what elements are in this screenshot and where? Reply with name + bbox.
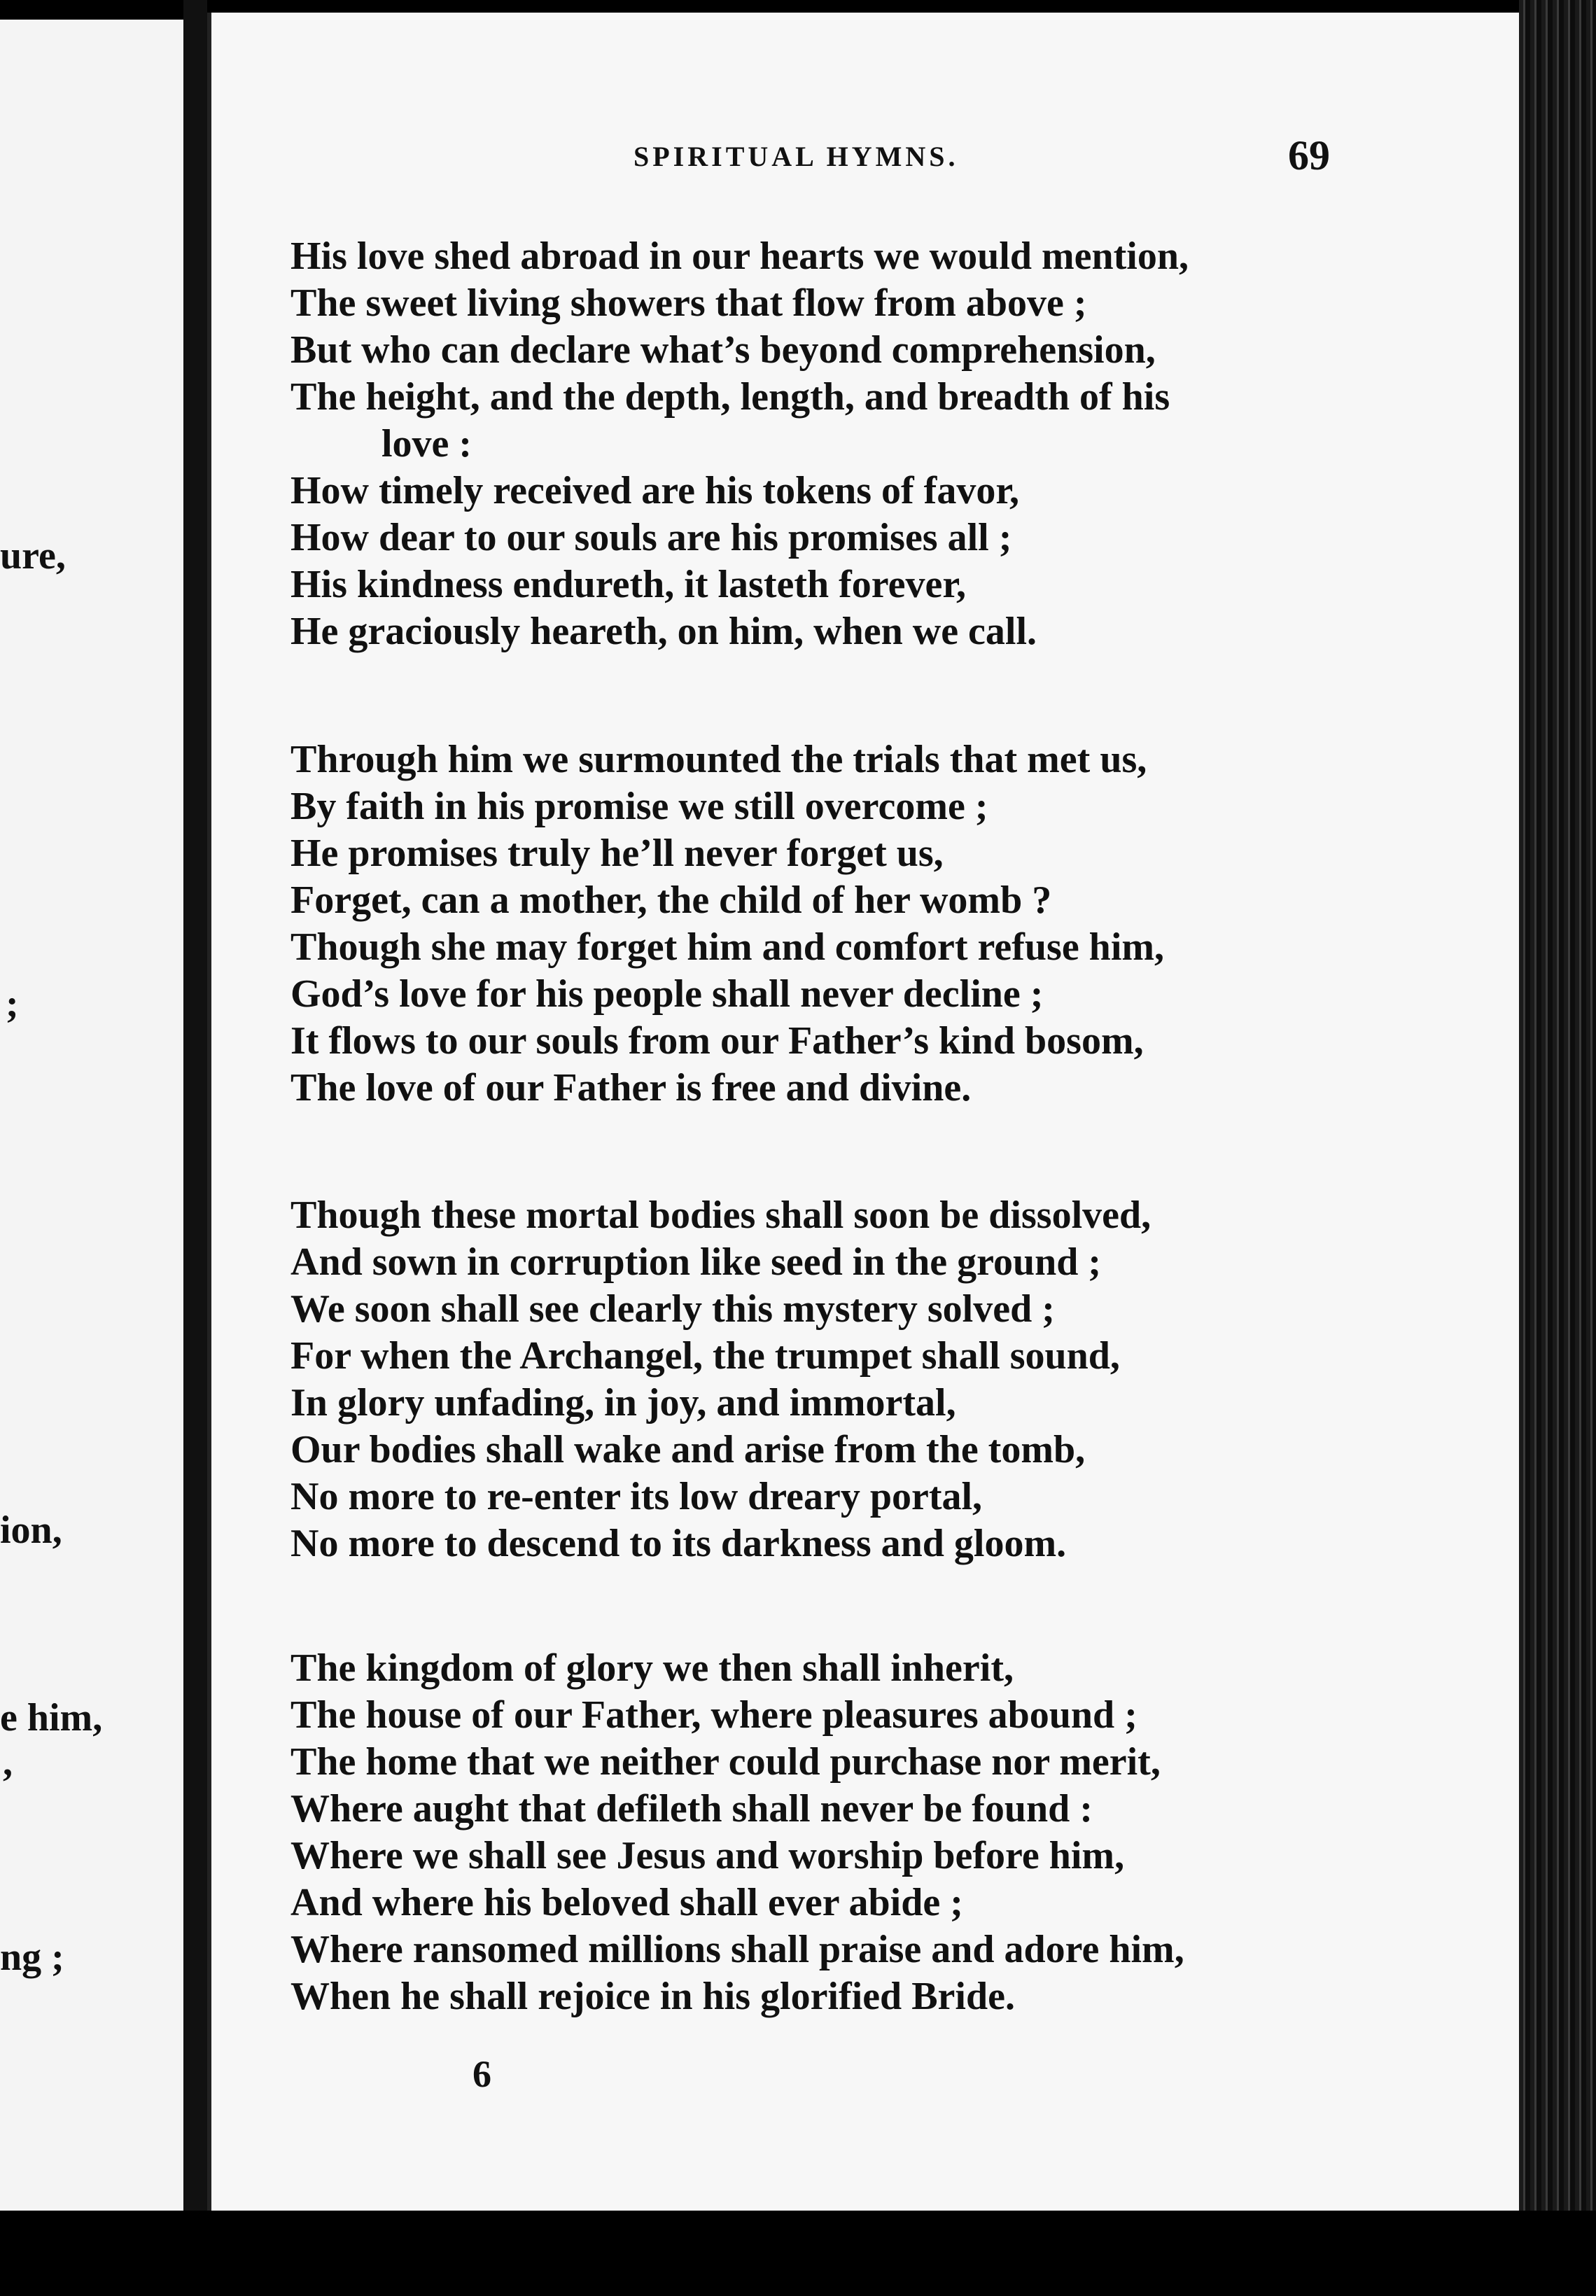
left-page-fragment: ; <box>6 982 19 1026</box>
verse-line: He promises truly he’ll never forget us, <box>290 832 944 875</box>
stanza-3 <box>290 1192 1340 1567</box>
verse-line: How dear to our souls are his promises all ; <box>290 516 1012 559</box>
verse-line: No more to descend to its darkness and gloom. <box>290 1522 1067 1565</box>
page-edges <box>1519 0 1596 2296</box>
verse-line: The house of our Father, where pleasures abound ; <box>290 1693 1138 1737</box>
verse-line: The kingdom of glory we then shall inherit, <box>290 1646 1014 1690</box>
verse-line: Where ransomed millions shall praise and adore him, <box>290 1928 1184 1971</box>
verse-line: In glory unfading, in joy, and immortal, <box>290 1381 956 1424</box>
verse-line: Though she may forget him and comfort refuse him, <box>290 925 1165 969</box>
verse-line: How timely received are his tokens of favor, <box>290 469 1020 512</box>
left-page-fragment: ng ; <box>0 1935 64 1979</box>
verse-line: When he shall rejoice in his glorified Bride. <box>290 1975 1015 2018</box>
verse-line: And where his beloved shall ever abide ; <box>290 1881 963 1924</box>
verse-line: But who can declare what’s beyond comprehension, <box>290 328 1156 372</box>
signature-mark: 6 <box>472 2053 491 2095</box>
verse-line: By faith in his promise we still overcome ; <box>290 785 988 828</box>
verse-line: His love shed abroad in our hearts we would mention, <box>290 234 1189 278</box>
verse-line-continuation: love : <box>382 422 472 465</box>
verse-line: The height, and the depth, length, and breadth of his <box>290 375 1170 419</box>
verse-line: It flows to our souls from our Father’s kind bosom, <box>290 1019 1144 1063</box>
page-number: 69 <box>1288 132 1330 178</box>
scan-bottom-border <box>0 2211 1596 2296</box>
verse-line: The sweet living showers that flow from above ; <box>290 281 1087 325</box>
verse-line: Our bodies shall wake and arise from the tomb, <box>290 1428 1086 1471</box>
left-page-fragment: ure, <box>0 534 66 578</box>
verse-line: For when the Archangel, the trumpet shall sound, <box>290 1334 1120 1378</box>
verse-line: Where aught that defileth shall never be found : <box>290 1787 1093 1830</box>
book-gutter <box>183 0 207 2296</box>
left-page-fragment: ion, <box>0 1508 62 1552</box>
verse-line: God’s love for his people shall never decline ; <box>290 972 1044 1016</box>
stanza-1 <box>290 233 1340 655</box>
verse-line: The home that we neither could purchase nor merit, <box>290 1740 1161 1784</box>
running-title: SPIRITUAL HYMNS. <box>634 141 959 172</box>
verse-line: Though these mortal bodies shall soon be dissolved, <box>290 1194 1152 1237</box>
left-page-fragment: e him, <box>0 1696 103 1740</box>
left-page-fragment: , <box>3 1741 13 1784</box>
verse-line: No more to re-enter its low dreary portal, <box>290 1475 983 1518</box>
verse-line: The love of our Father is free and divine. <box>290 1066 972 1110</box>
verse-line: Forget, can a mother, the child of her womb ? <box>290 878 1052 922</box>
stanza-4 <box>290 1645 1340 2020</box>
verse-line: Through him we surmounted the trials that met us, <box>290 738 1147 781</box>
stanza-2 <box>290 736 1340 1112</box>
verse-line: He graciously heareth, on him, when we call. <box>290 610 1037 653</box>
verse-line: We soon shall see clearly this mystery solved ; <box>290 1287 1055 1331</box>
previous-page-sliver <box>0 20 183 2225</box>
verse-line: Where we shall see Jesus and worship before him, <box>290 1834 1125 1877</box>
verse-line: His kindness endureth, it lasteth forever, <box>290 563 967 606</box>
verse-line: And sown in corruption like seed in the ground ; <box>290 1240 1102 1284</box>
